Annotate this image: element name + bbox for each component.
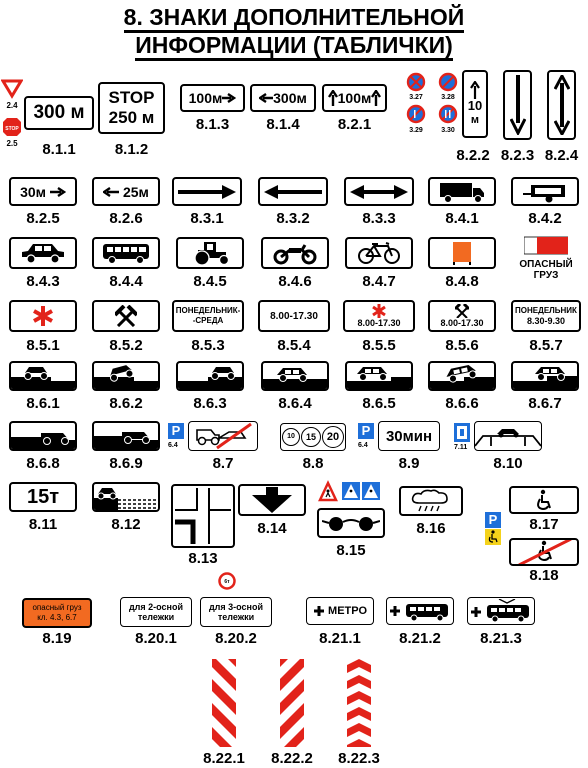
label-8-1-4: 8.1.4 (266, 116, 300, 133)
plate-mass-15t: 15т (9, 482, 77, 512)
arrow-down-icon (510, 75, 526, 135)
plate-30m-right: 30м (9, 177, 77, 206)
sign-number-2-4: 2.4 (6, 101, 18, 110)
label-8-4-1: 8.4.1 (445, 210, 479, 227)
arrow-right-icon (50, 187, 66, 197)
label-8-11: 8.11 (28, 516, 58, 533)
label-8-5-1: 8.5.1 (26, 337, 60, 354)
label-8-22-2: 8.22.2 (271, 750, 313, 767)
plate-star-red (9, 300, 77, 332)
car-icon (20, 241, 66, 265)
chevron-plate-both (347, 659, 371, 747)
tow-truck-icon (189, 422, 257, 450)
parking-sidewalk-icon (11, 423, 75, 449)
svg-text:6т: 6т (224, 579, 230, 585)
label-8-2-1: 8.2.1 (337, 116, 372, 133)
label-8-3-3: 8.3.3 (362, 210, 396, 227)
plate-metro: МЕТРО (306, 597, 374, 625)
label-8-6-3: 8.6.3 (193, 395, 227, 412)
plate-blind-pedestrians (317, 508, 385, 538)
bus-transfer-icon (390, 600, 450, 622)
wheelchair-crossed-icon (511, 539, 577, 565)
plate-tractor (176, 237, 244, 269)
plate-stop-250m: STOP 250 м (98, 82, 165, 134)
label-8-8: 8.8 (302, 455, 324, 472)
arrow-right-icon (178, 185, 236, 199)
parking-method-icon (11, 363, 75, 389)
arrow-up-icon (371, 90, 381, 106)
label-8-4-4: 8.4.4 (109, 273, 143, 290)
parking-method-icon (513, 363, 577, 389)
reference-signs-2-4-2-5 (1, 78, 23, 150)
label-8-3-1: 8.3.1 (190, 210, 224, 227)
motorcycle-icon (272, 241, 318, 265)
plate-3-axle-bogie: для 3-осной тележки (200, 597, 272, 627)
plate-parking-method-3 (176, 361, 244, 391)
plate-motorcycle (261, 237, 329, 269)
label-8-1-1: 8.1.1 (42, 141, 76, 158)
label-8-4-8: 8.4.8 (445, 273, 479, 290)
plate-dangerous-shoulder (92, 482, 160, 512)
plate-wet-weather (399, 486, 463, 516)
dangerous-shoulder-icon (94, 484, 158, 510)
plate-100m-right: 100м (180, 84, 245, 112)
parking-method-icon (94, 363, 158, 389)
plate-parking-method-6 (428, 361, 496, 391)
plate-direction-left (258, 177, 328, 206)
plate-workdays-hours: 8.00-17.30 (428, 300, 496, 332)
label-8-9: 8.9 (398, 455, 420, 472)
arrow-up-icon (469, 81, 481, 99)
label-8-10: 8.10 (493, 455, 523, 472)
sign-number-7-11: 7.11 (454, 444, 468, 451)
plate-300m-left: 300м (250, 84, 316, 112)
plate-direction-right (172, 177, 242, 206)
label-8-22-1: 8.22.1 (203, 750, 245, 767)
plate-hammers (92, 300, 160, 332)
label-8-6-8: 8.6.8 (26, 455, 60, 472)
plate-parking-method-7 (511, 361, 579, 391)
rain-cloud-icon (411, 489, 451, 513)
label-8-4-2: 8.4.2 (528, 210, 562, 227)
parking-sign-icon: P (358, 423, 374, 439)
label-8-16: 8.16 (416, 520, 446, 537)
svg-text:3.30: 3.30 (441, 127, 455, 134)
plate-bicycle (345, 237, 413, 269)
hazard-cargo-text: ОПАСНЫЙ ГРУЗ (519, 259, 573, 281)
plate-distance-300m: 300 м (24, 96, 94, 130)
arrow-up-icon (328, 90, 338, 106)
wheelchair-icon (533, 489, 555, 511)
disabled-sign-icon (485, 529, 501, 545)
plate-25m-left: 25м (92, 177, 160, 206)
label-8-18: 8.18 (529, 567, 559, 584)
label-8-13: 8.13 (188, 550, 218, 567)
label-8-6-6: 8.6.6 (445, 395, 479, 412)
plate-bus (92, 237, 160, 269)
trailer-icon (521, 181, 569, 203)
tram-transfer-icon (471, 599, 531, 623)
plate-tow-truck (188, 421, 258, 451)
plate-10m-vertical: 10 м (462, 70, 488, 138)
plate-parking-method-1 (9, 361, 77, 391)
label-8-14: 8.14 (257, 520, 287, 537)
svg-text:3.29: 3.29 (409, 127, 423, 134)
parking-sidewalk-icon (94, 423, 158, 449)
label-8-7: 8.7 (212, 455, 234, 472)
page-subtitle: ИНФОРМАЦИИ (ТАБЛИЧКИ) (0, 32, 588, 58)
svg-text:3.28: 3.28 (441, 94, 455, 101)
tractor-icon (188, 240, 232, 266)
arrow-left-icon (264, 185, 322, 199)
label-8-5-5: 8.5.5 (362, 337, 396, 354)
svg-text:STOP: STOP (5, 126, 19, 132)
svg-text:3.27: 3.27 (409, 94, 423, 101)
plate-weekdays: ПОНЕДЕЛЬНИК- -СРЕДА (172, 300, 244, 332)
label-8-6-2: 8.6.2 (109, 395, 143, 412)
label-8-2-3: 8.2.3 (500, 147, 535, 164)
plate-100m-up: 100м (322, 84, 387, 112)
label-8-3-2: 8.3.2 (276, 210, 310, 227)
pedestrian-crossing-signs (318, 480, 382, 502)
label-8-4-3: 8.4.3 (26, 273, 60, 290)
plate-inspection-pit (474, 421, 542, 451)
plate-trailer (511, 177, 579, 206)
plate-parking-method-2 (92, 361, 160, 391)
plate-parking-method-4 (261, 361, 329, 391)
label-8-1-3: 8.1.3 (195, 116, 230, 133)
overpass-car-icon (475, 422, 541, 450)
asterisk-red-icon (32, 305, 54, 327)
label-8-5-7: 8.5.7 (529, 337, 563, 354)
asterisk-red-icon (372, 304, 386, 318)
label-8-20-1: 8.20.1 (135, 630, 177, 647)
blind-glasses-icon (322, 513, 380, 533)
plate-disabled (509, 486, 579, 514)
crossed-hammers-icon (455, 304, 469, 318)
plate-dangerous-goods-class: опасный груз кл. 4.3, 6.7 (22, 598, 92, 628)
plate-direction-both (344, 177, 414, 206)
label-8-21-3: 8.21.3 (480, 630, 522, 647)
plate-speed-values: 10 15 20 (280, 423, 346, 451)
parking-sign-icon: P (168, 423, 184, 439)
main-road-direction-icon (175, 488, 231, 544)
label-8-2-5: 8.2.5 (26, 210, 60, 227)
label-8-5-3: 8.5.3 (191, 337, 225, 354)
page-title: 8. ЗНАКИ ДОПОЛНИТЕЛЬНОЙ (0, 4, 588, 30)
plate-main-road-direction (171, 484, 235, 548)
sign-number-6-4: 6.4 (358, 442, 368, 449)
sign-number-6-4: 6.4 (168, 442, 178, 449)
plate-hours: 8.00-17.30 (258, 300, 330, 332)
plate-day-hours: ПОНЕДЕЛЬНИК 8.30-9.30 (511, 300, 581, 332)
parking-method-icon (263, 363, 327, 389)
label-8-5-4: 8.5.4 (277, 337, 311, 354)
plate-tram-transfer (467, 597, 535, 625)
label-8-6-7: 8.6.7 (528, 395, 562, 412)
label-8-6-1: 8.6.1 (26, 395, 60, 412)
label-8-2-6: 8.2.6 (109, 210, 143, 227)
plate-car (9, 237, 77, 269)
label-8-2-2: 8.2.2 (456, 147, 490, 164)
plate-zone-down (503, 70, 532, 140)
parking-sign-icon: P (485, 512, 501, 528)
label-8-21-2: 8.21.2 (399, 630, 441, 647)
plate-duration: 30мин (378, 421, 440, 451)
plate-zone-both (547, 70, 576, 140)
label-8-12: 8.12 (111, 516, 141, 533)
plate-parking-8-6-9 (92, 421, 160, 451)
label-8-17: 8.17 (529, 516, 559, 533)
label-8-22-3: 8.22.3 (338, 750, 380, 767)
reference-signs-3-27-3-30 (404, 72, 462, 140)
label-8-5-2: 8.5.2 (109, 337, 143, 354)
label-8-19: 8.19 (42, 630, 72, 647)
arrow-left-icon (103, 187, 119, 197)
label-8-6-5: 8.6.5 (362, 395, 396, 412)
label-8-1-2: 8.1.2 (114, 141, 149, 158)
chevron-plate-right (212, 659, 236, 747)
plate-lane-arrow (238, 484, 306, 516)
vehicle-inspection-sign-icon (454, 423, 470, 442)
parking-method-icon (430, 363, 494, 389)
plate-parking-method-5 (345, 361, 413, 391)
plate-2-axle-bogie: для 2-осной тележки (120, 597, 192, 627)
arrow-updown-icon (554, 75, 570, 135)
plate-holidays-hours: 8.00-17.30 (343, 300, 415, 332)
plate-except-disabled (509, 538, 579, 566)
label-8-6-9: 8.6.9 (109, 455, 143, 472)
plate-parking-8-6-8 (9, 421, 77, 451)
label-8-4-6: 8.4.6 (278, 273, 312, 290)
plus-icon (313, 605, 325, 617)
arrow-leftright-icon (350, 185, 408, 199)
arrow-right-icon (222, 93, 236, 103)
chevron-plate-left (280, 659, 304, 747)
parking-method-icon (178, 363, 242, 389)
label-8-21-1: 8.21.1 (319, 630, 361, 647)
label-8-6-4: 8.6.4 (278, 395, 312, 412)
label-8-20-2: 8.20.2 (215, 630, 257, 647)
bicycle-icon (356, 241, 402, 265)
weight-limit-sign-icon (218, 572, 236, 590)
arrow-down-icon (252, 487, 292, 513)
hazard-plate-icon (452, 241, 472, 265)
label-8-4-5: 8.4.5 (193, 273, 227, 290)
label-8-15: 8.15 (336, 542, 366, 559)
plate-truck (428, 177, 496, 206)
label-8-4-7: 8.4.7 (362, 273, 396, 290)
plate-bus-transfer (386, 597, 454, 625)
label-8-5-6: 8.5.6 (445, 337, 479, 354)
arrow-left-icon (259, 93, 273, 103)
label-8-2-4: 8.2.4 (544, 147, 579, 164)
bus-icon (101, 241, 151, 265)
truck-icon (438, 181, 486, 203)
parking-method-icon (347, 363, 411, 389)
plate-hazard-orange (428, 237, 496, 269)
crossed-hammers-icon (115, 305, 137, 327)
hazard-placard-icon (524, 236, 568, 256)
sign-number-2-5: 2.5 (6, 139, 18, 148)
